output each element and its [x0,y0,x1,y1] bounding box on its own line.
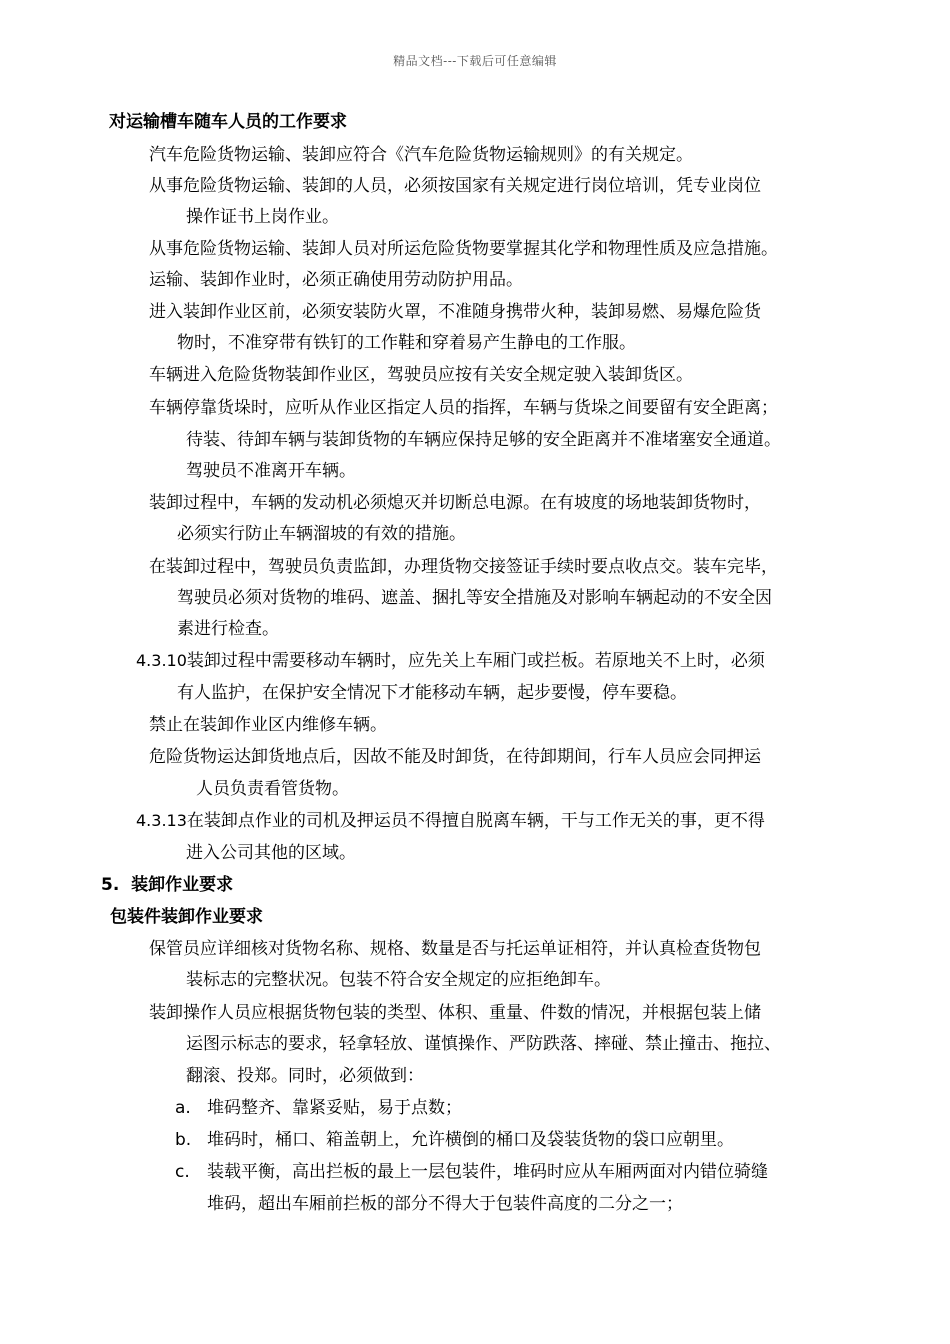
list-label: c. [175,1162,190,1182]
paragraph-2-line-2: 操作证书上岗作业。 [186,207,339,227]
list-item-b [175,1128,734,1152]
list-item-c-line-1 [175,1160,768,1184]
paragraph-8-line-2: 必须实行防止车辆溜坡的有效的措施。 [177,524,466,544]
paragraph-13-line-2: 进入公司其他的区域。 [186,843,356,863]
list-item-a [175,1096,462,1120]
paragraph-9-line-3: 素进行检查。 [177,619,279,639]
paragraph-6: 车辆进入危险货物装卸作业区，驾驶员应按有关安全规定驶入装卸货区。 [149,365,693,385]
paragraph-7-line-1: 车辆停靠货垛时，应听从作业区指定人员的指挥，车辆与货垛之间要留有安全距离； [149,398,778,418]
section-number: 5. [101,875,120,895]
section-5-title [101,873,233,897]
paragraph-13-line-1 [136,809,765,833]
list-text: 堆码整齐、靠紧妥贴，易于点数； [207,1098,462,1118]
paragraph-q2-line-2: 运图示标志的要求，轻拿轻放、谨慎操作、严防跌落、摔碰、禁止撞击、拖拉、 [186,1034,781,1054]
paragraph-9-line-2: 驾驶员必须对货物的堆码、遮盖、捆扎等安全措施及对影响车辆起动的不安全因 [177,588,772,608]
page-header: 精品文档---下载后可任意编辑 [393,54,557,68]
paragraph-10-line-2: 有人监护，在保护安全情况下才能移动车辆，起步要慢，停车要稳。 [177,683,687,703]
paragraph-12-line-1: 危险货物运达卸货地点后，因故不能及时卸货，在待卸期间，行车人员应会同押运 [149,747,761,767]
paragraph-q1-line-2: 装标志的完整状况。包装不符合安全规定的应拒绝卸车。 [186,970,611,990]
paragraph-4: 运输、装卸作业时，必须正确使用劳动防护用品。 [149,270,523,290]
paragraph-12-line-2: 人员负责看管货物。 [196,779,349,799]
paragraph-3: 从事危险货物运输、装卸人员对所运危险货物要掌握其化学和物理性质及应急措施。 [149,239,778,259]
clause-number: 4.3.10 [136,651,187,670]
clause-text: 在装卸点作业的司机及押运员不得擅自脱离车辆，干与工作无关的事，更不得 [186,811,765,831]
paragraph-q2-line-1: 装卸操作人员应根据货物包装的类型、体积、重量、件数的情况，并根据包装上储 [149,1003,761,1023]
section-4-title: 对运输槽车随车人员的工作要求 [109,112,347,132]
section-5-1-title: 包装件装卸作业要求 [110,907,263,927]
paragraph-7-line-3: 驾驶员不准离开车辆。 [186,461,356,481]
paragraph-5-line-2: 物时，不准穿带有铁钉的工作鞋和穿着易产生静电的工作服。 [177,333,636,353]
paragraph-10-line-1 [136,649,765,673]
clause-text: 装卸过程中需要移动车辆时，应先关上车厢门或拦板。若原地关不上时，必须 [186,651,765,671]
section-title-text: 装卸作业要求 [131,875,234,895]
paragraph-5-line-1: 进入装卸作业区前，必须安装防火罩，不准随身携带火种，装卸易燃、易爆危险货 [149,302,761,322]
list-label: a. [175,1098,191,1118]
list-label: b. [175,1130,192,1150]
paragraph-8-line-1: 装卸过程中，车辆的发动机必须熄灭并切断总电源。在有坡度的场地装卸货物时， [149,493,761,513]
paragraph-11: 禁止在装卸作业区内维修车辆。 [149,715,387,735]
list-text: 堆码时，桶口、箱盖朝上，允许横倒的桶口及袋装货物的袋口应朝里。 [207,1130,734,1150]
paragraph-1: 汽车危险货物运输、装卸应符合《汽车危险货物运输规则》的有关规定。 [149,145,693,165]
clause-number: 4.3.13 [136,811,187,830]
paragraph-7-line-2: 待装、待卸车辆与装卸货物的车辆应保持足够的安全距离并不准堵塞安全通道。 [186,430,781,450]
paragraph-9-line-1: 在装卸过程中，驾驶员负责监卸，办理货物交接签证手续时要点收点交。装车完毕， [149,557,778,577]
paragraph-q2-line-3: 翻滚、投郑。同时，必须做到： [186,1066,424,1086]
list-item-c-line-2: 堆码，超出车厢前拦板的部分不得大于包装件高度的二分之一； [207,1194,683,1214]
paragraph-2-line-1: 从事危险货物运输、装卸的人员，必须按国家有关规定进行岗位培训，凭专业岗位 [149,176,761,196]
list-text: 装载平衡，高出拦板的最上一层包装件，堆码时应从车厢两面对内错位骑缝 [207,1162,768,1182]
paragraph-q1-line-1: 保管员应详细核对货物名称、规格、数量是否与托运单证相符，并认真检查货物包 [149,939,761,959]
